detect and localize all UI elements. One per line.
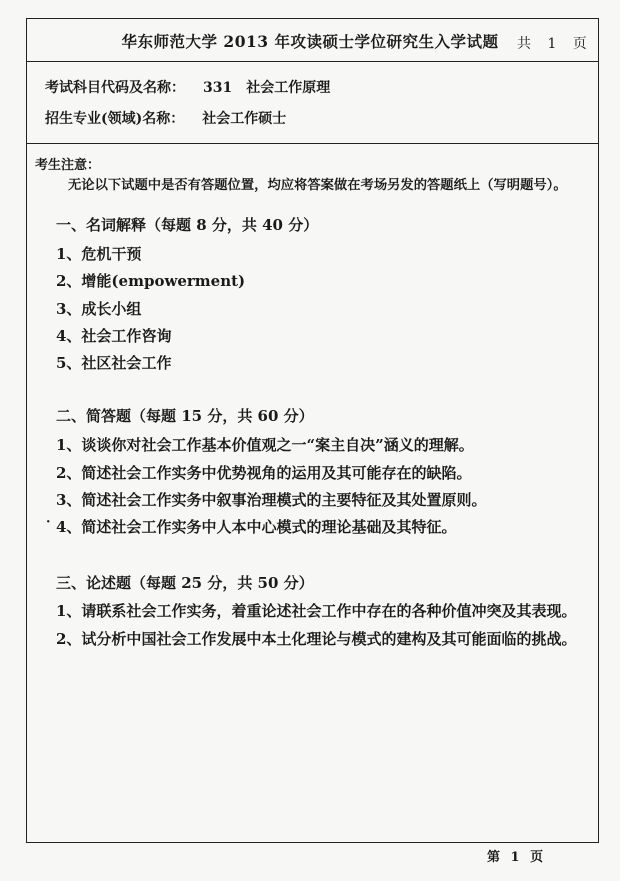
- question-item: 1、请联系社会工作实务，着重论述社会工作中存在的各种价值冲突及其表现。: [56, 602, 577, 620]
- subject-row: [45, 77, 330, 97]
- section-1-title: 一、名词解释（每题 8 分，共 40 分）: [56, 216, 319, 234]
- page-number: 第 1 页: [487, 850, 547, 865]
- question-item: 1、谈谈你对社会工作基本价值观之一“案主自决”涵义的理解。: [56, 436, 474, 454]
- question-item: 4、简述社会工作实务中人本中心模式的理论基础及其特征。: [56, 518, 457, 536]
- major-row: [45, 108, 286, 128]
- question-item: 3、简述社会工作实务中叙事治理模式的主要特征及其处置原则。: [56, 491, 487, 509]
- page-title: 华东师范大学 2013 年攻读硕士学位研究生入学试题: [121, 32, 499, 51]
- info-divider: [26, 143, 599, 144]
- outer-frame: [26, 18, 599, 843]
- question-item: 2、试分析中国社会工作发展中本土化理论与模式的建构及其可能面临的挑战。: [56, 630, 577, 648]
- question-item: 3、成长小组: [56, 300, 142, 318]
- section-3-title: 三、论述题（每题 25 分，共 50 分）: [56, 574, 314, 592]
- pen-mark: ·: [46, 515, 51, 530]
- question-item: 2、简述社会工作实务中优势视角的运用及其可能存在的缺陷。: [56, 464, 472, 482]
- notice-text: 无论以下试题中是否有答题位置，均应将答案做在考场另发的答题纸上（写明题号）。: [68, 178, 567, 193]
- subject-label: 考试科目代码及名称：: [45, 80, 185, 96]
- title-divider: [26, 61, 599, 62]
- subject-value: 331 社会工作原理: [203, 80, 331, 96]
- question-item: 1、危机干预: [56, 245, 142, 263]
- question-item: 2、增能(empowerment): [56, 272, 246, 290]
- notice-heading: 考生注意：: [35, 158, 101, 173]
- question-item: 5、社区社会工作: [56, 354, 172, 372]
- section-2-title: 二、简答题（每题 15 分，共 60 分）: [56, 407, 314, 425]
- major-value: 社会工作硕士: [202, 111, 287, 127]
- total-pages: 共 1 页: [517, 36, 593, 52]
- question-item: 4、社会工作咨询: [56, 327, 172, 345]
- major-label: 招生专业(领域)名称：: [45, 111, 185, 127]
